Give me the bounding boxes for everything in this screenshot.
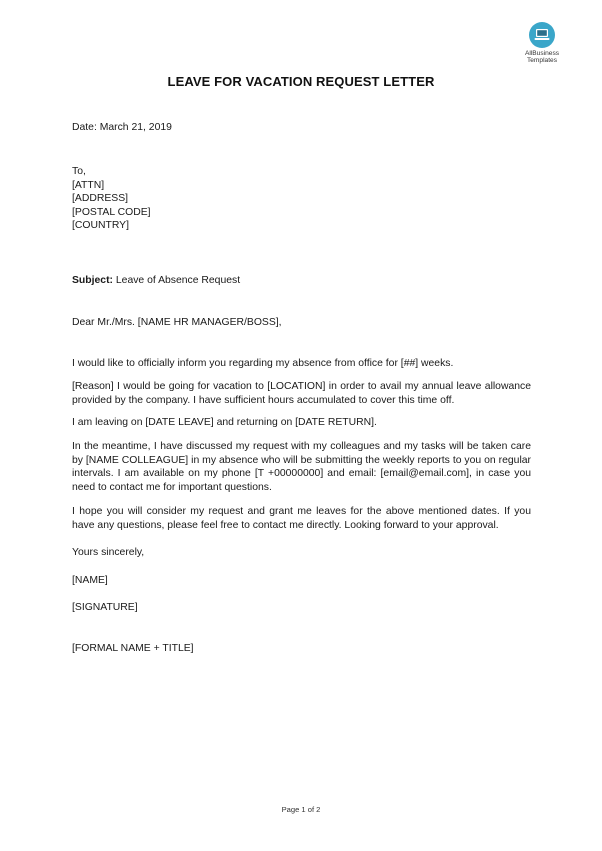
sender-name: [NAME]	[72, 575, 108, 586]
paragraph-5: I hope you will consider my request and grant me leaves for the above mentioned dates. If you have any questions, please feel free to contact me directly. Looking forward to your approval.	[72, 506, 531, 531]
salutation: Dear Mr./Mrs. [NAME HR MANAGER/BOSS],	[72, 317, 282, 328]
recipient-postal: [POSTAL CODE]	[72, 206, 151, 218]
letter-date: Date: March 21, 2019	[72, 122, 172, 133]
paragraph-2: [Reason] I would be going for vacation to [LOCATION] in order to avail my annual leave allowance provided by the company. I have sufficient hours accumulated to cover this time off.	[72, 381, 531, 406]
allbusiness-logo[interactable]	[518, 22, 566, 64]
laptop-icon	[529, 22, 555, 48]
paragraph-1: I would like to officially inform you regarding my absence from office for [##] weeks.	[72, 358, 454, 369]
logo-line2: Templates	[526, 57, 558, 64]
page-number: Page 1 of 2	[281, 805, 321, 814]
formal-name-title: [FORMAL NAME + TITLE]	[72, 643, 194, 654]
paragraph-3: I am leaving on [DATE LEAVE] and returning on [DATE RETURN].	[72, 417, 377, 428]
subject-label: Subject:	[72, 275, 113, 286]
subject-text: Leave of Absence Request	[113, 275, 241, 286]
recipient-to: To,	[72, 166, 86, 177]
recipient-country: [COUNTRY]	[72, 220, 129, 231]
signature-placeholder: [SIGNATURE]	[72, 602, 138, 613]
closing: Yours sincerely,	[72, 547, 145, 558]
letter-title: LEAVE FOR VACATION REQUEST LETTER	[167, 74, 435, 89]
recipient-address: [ADDRESS]	[72, 193, 129, 204]
recipient-attn: [ATTN]	[72, 179, 105, 191]
recipient-block	[72, 165, 151, 233]
paragraph-4: In the meantime, I have discussed my request with my colleagues and my tasks will be taken care by [NAME COLLEAGUE] in my absence who will be submitting the weekly reports to you on regular intervals. I am available on my phone [T +00000000] and email: [email@email.com], in case you need to contact me for important questions.	[72, 441, 531, 493]
logo-text	[518, 50, 566, 64]
subject-line	[72, 274, 240, 288]
logo-line1: AllBusiness	[524, 50, 560, 57]
